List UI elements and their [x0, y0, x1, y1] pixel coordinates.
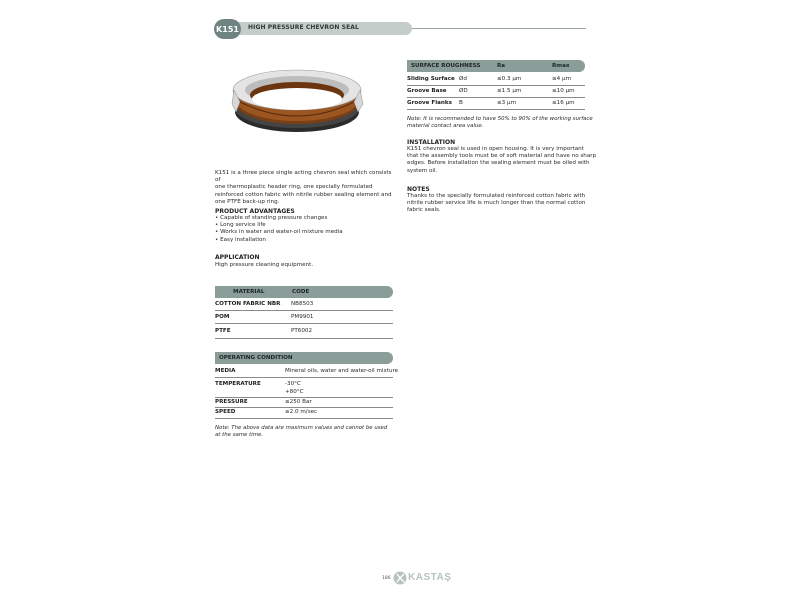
- condition-value: Mineral oils, water and water-oil mixture: [285, 368, 399, 374]
- surface-name: Groove Base: [407, 88, 447, 94]
- column-header: CODE: [292, 289, 310, 295]
- table-divider: [215, 338, 393, 339]
- ra-value: ≤3 µm: [497, 100, 517, 106]
- condition-label: PRESSURE: [215, 399, 248, 405]
- list-item: • Easy installation: [215, 236, 266, 243]
- note-line: Note: The above data are maximum values and cannot be used: [215, 425, 388, 431]
- surface-symbol: Ød: [459, 76, 467, 82]
- text-line: fabric seals.: [407, 207, 441, 214]
- advantages-heading: PRODUCT ADVANTAGES: [215, 208, 295, 215]
- text-line: K151 chevron seal is used in open housing. It is very important: [407, 146, 584, 152]
- kastas-logo: [393, 570, 453, 586]
- surface-name: Groove Flanks: [407, 100, 452, 106]
- advantages-list: [215, 215, 343, 244]
- table-divider: [407, 97, 585, 98]
- table-row: [215, 301, 280, 307]
- material-code: PT6002: [291, 328, 313, 334]
- table-row: [407, 100, 452, 106]
- material-code: PM9901: [291, 314, 314, 320]
- chevron-seal-illustration: [226, 68, 368, 138]
- text-line: nitrile rubber service life is much longer than the normal cotton: [407, 200, 586, 207]
- note-line: Note: It is recommended to have 50% to 90% of the working surface: [407, 116, 593, 122]
- condition-value: ≤250 Bar: [285, 399, 312, 405]
- ra-value: ≤1.5 µm: [497, 88, 522, 94]
- rmax-value: ≤10 µm: [552, 88, 575, 94]
- table-row: [215, 409, 235, 415]
- condition-label: MEDIA: [215, 368, 236, 374]
- condition-value: -30°C: [285, 381, 301, 387]
- material-name: PTFE: [215, 328, 231, 334]
- table-row: [215, 314, 229, 320]
- notes-heading: NOTES: [407, 186, 430, 193]
- list-item: • Works in water and water-oil mixture media: [215, 229, 343, 236]
- text-line: that the assembly tools must be of soft material and have no sharp: [407, 153, 597, 160]
- text-line: Thanks to the specially formulated reinforced cotton fabric with: [407, 193, 586, 199]
- brand-name: KASTAŞ: [408, 572, 452, 583]
- table-divider: [215, 323, 393, 324]
- table-row: [215, 368, 235, 374]
- column-header: OPERATING CONDITION: [219, 355, 293, 361]
- material-table-header: [215, 286, 393, 298]
- note-line: material contact area value.: [407, 123, 484, 129]
- table-divider: [215, 407, 393, 408]
- condition-value: +80°C: [285, 389, 304, 395]
- description-line: one thermoplastic header ring, one specially formulated: [215, 184, 373, 191]
- notes-text: [407, 193, 585, 215]
- table-divider: [215, 377, 393, 378]
- rmax-value: ≤4 µm: [552, 76, 572, 82]
- roughness-note: [407, 116, 593, 130]
- table-row: [215, 381, 261, 387]
- list-item: • Long service life: [215, 222, 266, 229]
- column-header: MATERIAL: [233, 289, 265, 295]
- description-line: one PTFE back-up ring.: [215, 198, 280, 205]
- table-row: [215, 399, 248, 405]
- surface-name: Sliding Surface: [407, 76, 455, 82]
- column-header: SURFACE ROUGHNESS: [411, 63, 481, 69]
- product-code-badge: K151: [214, 19, 241, 39]
- column-header: Rmax: [552, 63, 570, 69]
- condition-label: SPEED: [215, 409, 236, 415]
- list-item: • Capable of standing pressure changes: [215, 215, 328, 221]
- installation-heading: INSTALLATION: [407, 139, 456, 146]
- condition-value: ≤2.0 m/sec: [285, 409, 318, 415]
- material-name: POM: [215, 314, 230, 320]
- ra-value: ≤0.3 µm: [497, 76, 522, 82]
- material-name: COTTON FABRIC NBR: [215, 301, 281, 307]
- table-divider: [407, 85, 585, 86]
- table-divider: [215, 397, 393, 398]
- condition-label: TEMPERATURE: [215, 381, 261, 387]
- table-divider: [215, 310, 393, 311]
- page-title: HIGH PRESSURE CHEVRON SEAL: [248, 24, 359, 31]
- table-divider: [407, 109, 585, 110]
- page-number: 186: [382, 576, 391, 581]
- column-header: Ra: [497, 63, 506, 69]
- operating-note: [215, 425, 387, 439]
- roughness-table-header: [407, 60, 585, 72]
- table-divider: [215, 418, 393, 419]
- note-line: at the same time.: [215, 432, 263, 438]
- table-row: [407, 76, 455, 82]
- text-line: edges. Before installation the sealing element must be oiled with: [407, 160, 590, 167]
- text-line: system oil.: [407, 167, 438, 174]
- description-line: reinforced cotton fabric with nitrile rubber sealing element and: [215, 191, 392, 198]
- material-code: NB8503: [291, 301, 314, 307]
- application-text: High pressure cleaning equipment.: [215, 262, 314, 268]
- operating-table-header: [215, 352, 393, 364]
- description-line: K151 is a three piece single acting chevron seal which consists of: [215, 170, 392, 184]
- surface-symbol: ØD: [459, 88, 468, 94]
- rmax-value: ≤16 µm: [552, 100, 575, 106]
- table-row: [407, 88, 447, 94]
- product-description: [215, 170, 395, 206]
- surface-symbol: B: [459, 100, 463, 106]
- installation-text: [407, 146, 596, 175]
- application-heading: APPLICATION: [215, 254, 260, 261]
- table-row: [215, 328, 231, 334]
